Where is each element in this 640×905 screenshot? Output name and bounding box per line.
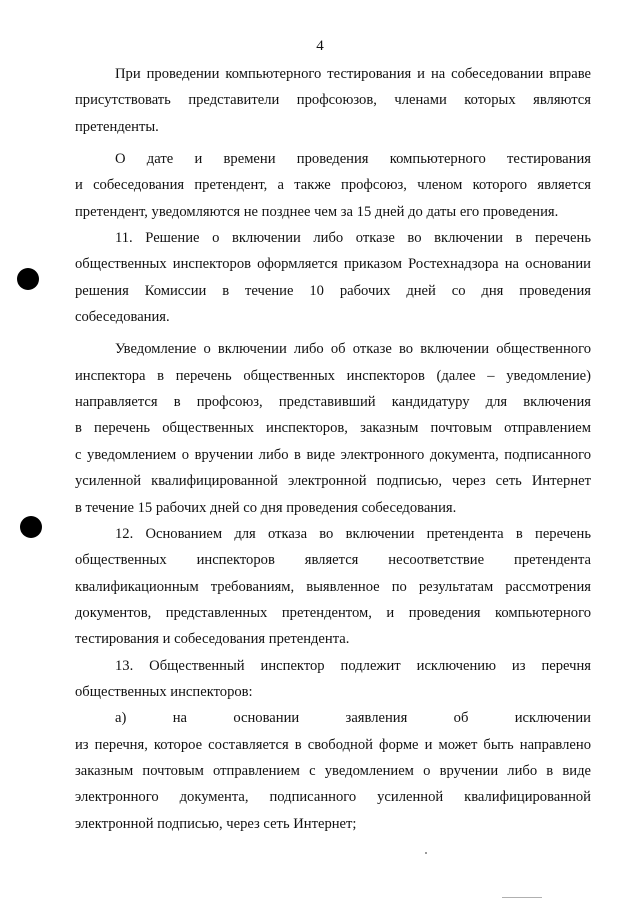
paragraph (75, 336, 591, 520)
text-line: 12. Основанием для отказа во включении претендента в перечень (115, 525, 591, 542)
text-line: направляется в профсоюз, представивший кандидатуру для включения (75, 394, 591, 411)
paragraph (75, 225, 591, 330)
text-line: тестирования и собеседования претендента. (75, 631, 350, 648)
punch-hole-mark (20, 516, 42, 538)
text-line: 13. Общественный инспектор подлежит исключению из перечня (115, 657, 591, 674)
text-line: общественных инспекторов оформляется приказом Ростехнадзора на основании (75, 256, 591, 273)
scan-speck (425, 852, 427, 854)
text-line: в течение 15 рабочих дней со дня проведения собеседования. (75, 499, 457, 516)
text-line: 11. Решение о включении либо отказе во включении в перечень (115, 230, 591, 247)
text-line: собеседования. (75, 309, 170, 326)
text-line: О дате и времени проведения компьютерного тестирования (115, 151, 591, 168)
text-line: Уведомление о включении либо об отказе во включении общественного (115, 341, 591, 358)
text-line: претенденты. (75, 118, 159, 135)
paragraph (75, 705, 591, 837)
text-line: электронной подписью, через сеть Интернет; (75, 815, 357, 832)
text-line: присутствовать представители профсоюзов, членами которых являются (75, 92, 591, 109)
page-number: 4 (316, 38, 324, 54)
paragraph (75, 653, 591, 706)
punch-hole-mark (17, 268, 39, 290)
text-line: электронного документа, подписанного усиленной квалифицированной (75, 789, 591, 806)
text-line: инспектора в перечень общественных инспекторов (далее – уведомление) (75, 367, 591, 384)
text-line: квалификационным требованиям, выявленное по результатам рассмотрения (75, 578, 591, 595)
text-line: общественных инспекторов: (75, 683, 253, 700)
text-line: в перечень общественных инспекторов, заказным почтовым отправлением (75, 420, 591, 437)
scan-speck (502, 897, 542, 898)
document-body (75, 61, 591, 837)
text-line: общественных инспекторов является несоответствие претендента (75, 552, 591, 569)
text-line: а) на основании заявления об исключении (115, 710, 591, 727)
text-line: При проведении компьютерного тестирования и на собеседовании вправе (115, 66, 591, 82)
paragraph (75, 521, 591, 653)
text-line: из перечня, которое составляется в свободной форме и может быть направлено (75, 736, 591, 753)
text-line: с уведомлением о вручении либо в виде электронного документа, подписанного (75, 446, 591, 463)
text-line: заказным почтовым отправлением с уведомлением о вручении либо в виде (75, 762, 591, 779)
paragraph (75, 61, 591, 140)
text-line: решения Комиссии в течение 10 рабочих дней со дня проведения (75, 282, 591, 299)
text-line: усиленной квалифицированной электронной подписью, через сеть Интернет (75, 473, 591, 490)
text-line: и собеседования претендент, а также профсоюз, членом которого является (75, 177, 591, 194)
text-line: претендент, уведомляются не позднее чем за 15 дней до даты его проведения. (75, 203, 559, 220)
text-line: документов, представленных претендентом, и проведения компьютерного (75, 604, 591, 621)
paragraph (75, 146, 591, 225)
